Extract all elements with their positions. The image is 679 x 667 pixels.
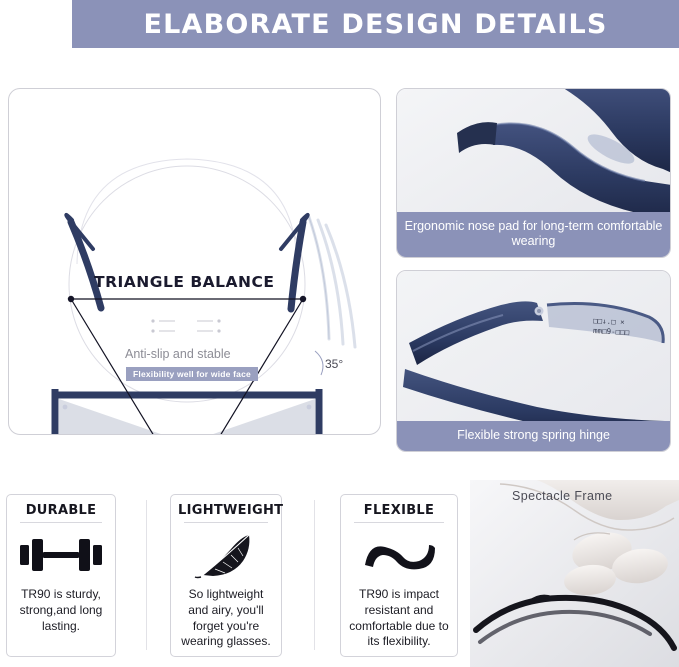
lens-engraving-line2: mm□9-□□□: [592, 326, 630, 337]
divider: [184, 522, 268, 523]
wave-icon: [348, 529, 450, 581]
spring-hinge-caption: Flexible strong spring hinge: [397, 421, 670, 451]
feature-title: FLEXIBLE: [363, 503, 435, 518]
main-content: [0, 48, 679, 667]
flexibility-badge: Flexibility well for wide face: [126, 367, 258, 381]
anti-slip-label: Anti-slip and stable: [125, 347, 231, 361]
spectacle-frame-label: Spectacle Frame: [512, 489, 613, 503]
spectacle-frame-photo: [470, 480, 679, 667]
feature-card-lightweight: [170, 494, 282, 657]
feature-separator-1: [146, 500, 147, 650]
hand-bending-frame-photo: [470, 480, 679, 667]
angle-label: 35°: [325, 357, 344, 371]
feature-text: TR90 is sturdy, strong,and long lasting.: [19, 587, 103, 633]
feature-card-durable: [6, 494, 116, 657]
feature-card-flexible: [340, 494, 458, 657]
page-title: ELABORATE DESIGN DETAILS: [143, 8, 608, 40]
feather-icon: [178, 529, 274, 581]
dumbbell-icon: [14, 529, 108, 581]
header-banner: [72, 0, 679, 48]
divider: [20, 522, 102, 523]
feature-text: TR90 is impact resistant and comfortable due to its flexibility.: [349, 587, 449, 649]
spring-hinge-panel: [396, 270, 671, 452]
feature-title: DURABLE: [25, 503, 97, 518]
feature-separator-2: [314, 500, 315, 650]
triangle-balance-title: TRIANGLE BALANCE: [94, 273, 275, 291]
header-left-spacer: [0, 0, 72, 48]
feature-title: LIGHTWEIGHT: [178, 503, 284, 518]
feature-text: So lightweight and airy, you'll forget you're wearing glasses.: [181, 587, 271, 649]
nose-pad-panel: [396, 88, 671, 258]
nose-pad-caption: Ergonomic nose pad for long-term comfortable wearing: [397, 212, 670, 257]
lens-engraving-line1: □□↓.□ ×: [592, 316, 625, 327]
triangle-balance-panel: [8, 88, 381, 435]
glasses-diagram: [9, 89, 381, 435]
divider: [354, 522, 444, 523]
